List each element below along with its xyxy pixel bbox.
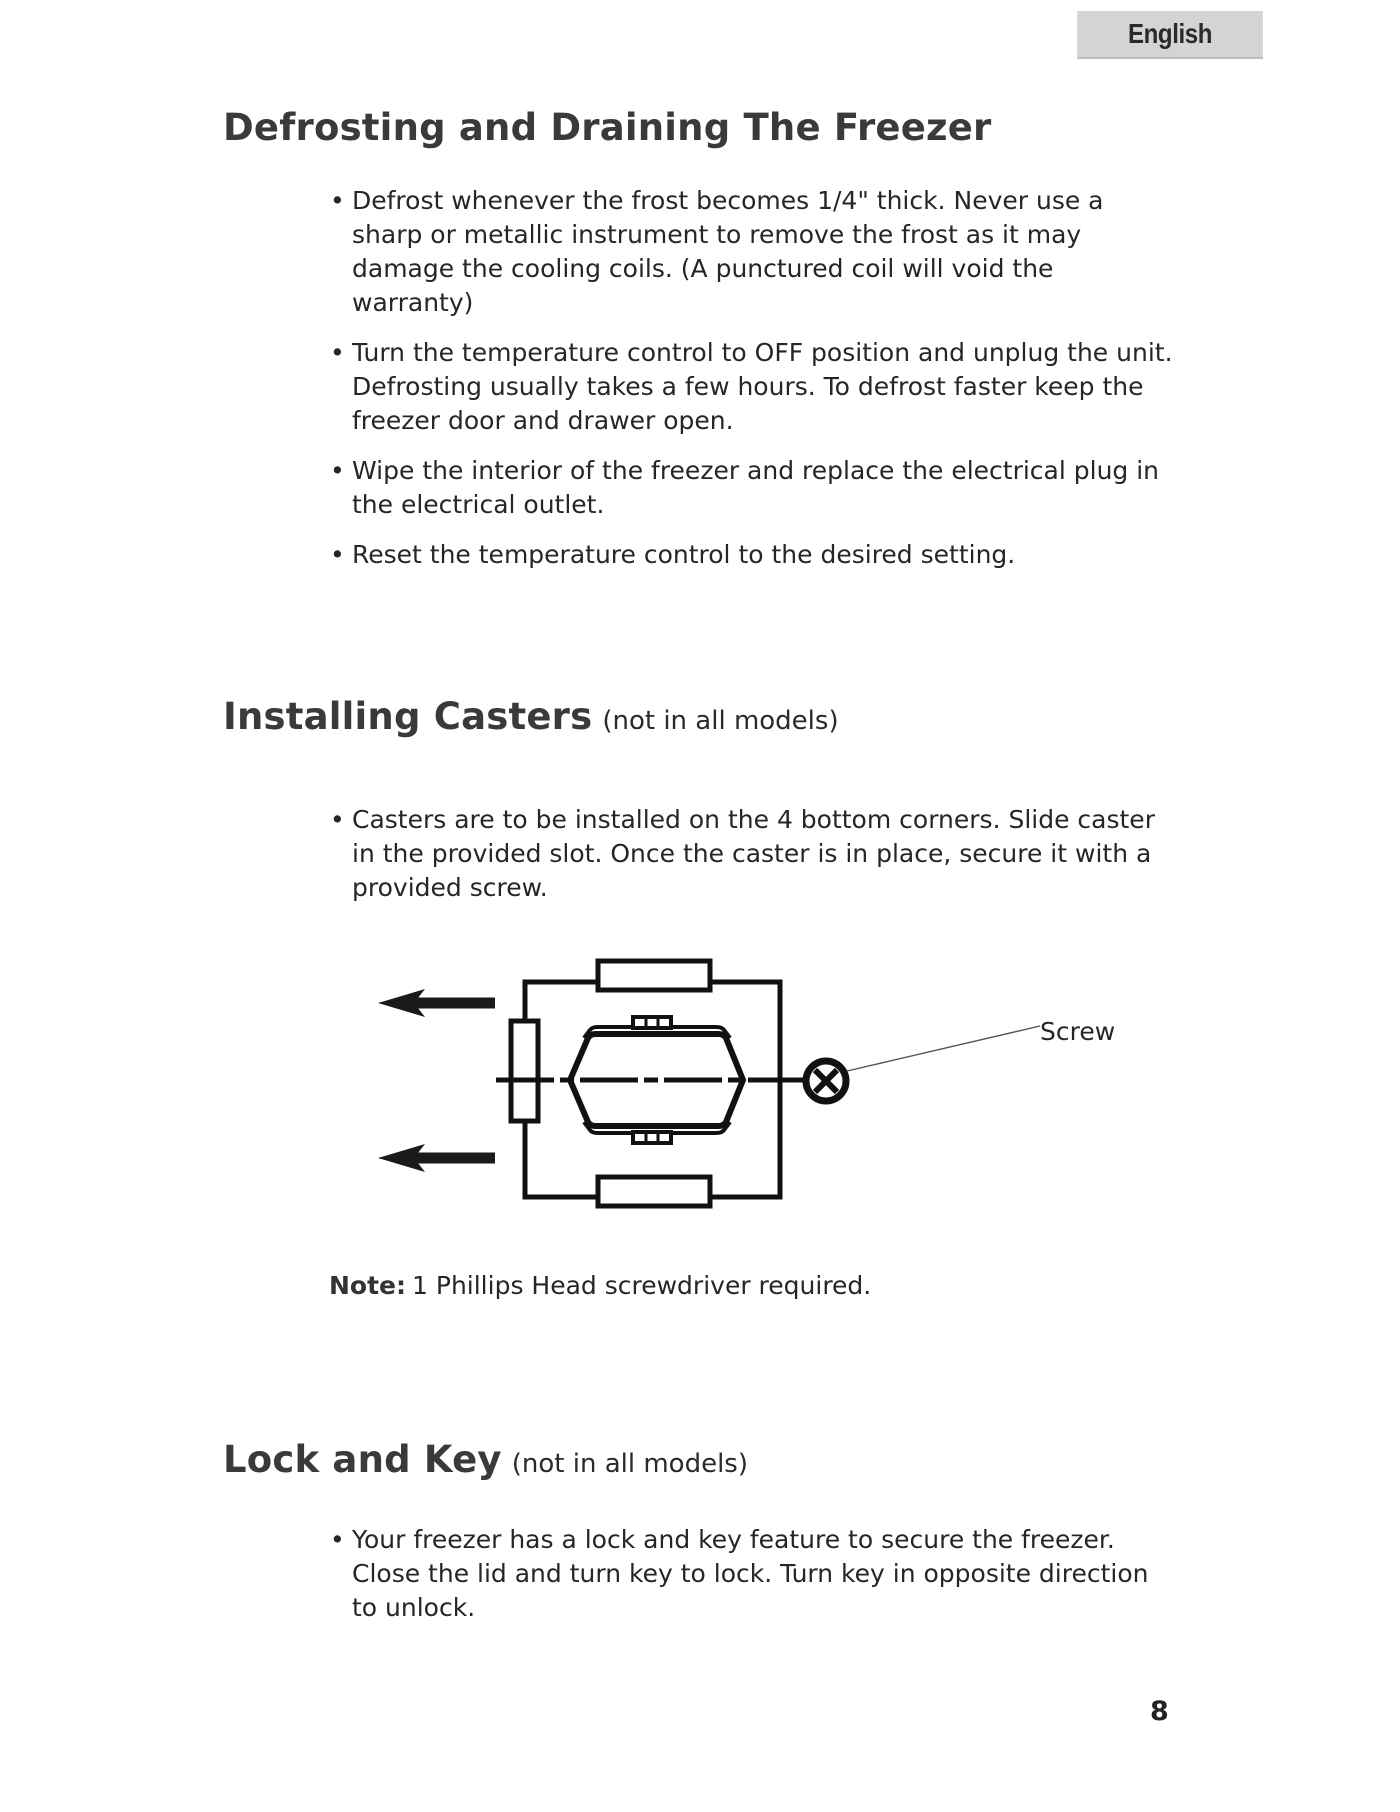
list-item: • Wipe the interior of the freezer and replace the electrical plug in the electrical outlet. [330, 454, 1180, 522]
screw-leader-line [847, 1026, 1040, 1071]
caster-side-bracket [511, 1021, 538, 1121]
screw-label: Screw [1040, 1017, 1116, 1046]
lock-bullet-list [330, 1523, 1180, 1641]
note [329, 1271, 871, 1300]
list-item: • Reset the temperature control to the desired setting. [330, 538, 1180, 572]
caster-bottom-plate [598, 1177, 710, 1206]
list-item: • Casters are to be installed on the 4 bottom corners. Slide caster in the provided slot. Once the caster is in place, secure it with a provided screw. [330, 803, 1180, 905]
defrost-heading [223, 106, 991, 149]
list-item: • Your freezer has a lock and key feature to secure the freezer. Close the lid and turn key to lock. Turn key in opposite direction to unlock. [330, 1523, 1180, 1625]
defrost-bullet-list [330, 184, 1180, 588]
caster-top-plate [598, 961, 710, 990]
lock-heading [223, 1438, 748, 1481]
language-tab[interactable]: English [1077, 11, 1263, 59]
casters-subtitle: (not in all models) [602, 706, 839, 736]
defrost-title: Defrosting and Draining The Freezer [223, 106, 992, 149]
lock-subtitle: (not in all models) [511, 1449, 748, 1479]
slide-direction-arrow [378, 1144, 495, 1172]
screw-icon [806, 1061, 846, 1101]
note-text: 1 Phillips Head screwdriver required. [412, 1271, 872, 1300]
casters-bullet-list [330, 803, 1180, 921]
note-label: Note: [329, 1271, 407, 1300]
list-item: • Defrost whenever the frost becomes 1/4" thick. Never use a sharp or metallic instrument to remove the frost as it may damage the cooling coils. (A punctured coil will void the warranty) [330, 184, 1180, 320]
casters-heading [223, 695, 839, 738]
list-item: • Turn the temperature control to OFF position and unplug the unit. Defrosting usually takes a few hours. To defrost faster keep the freezer door and drawer open. [330, 336, 1180, 438]
caster-diagram [370, 950, 1130, 1220]
casters-title: Installing Casters [223, 695, 593, 738]
lock-title: Lock and Key [223, 1438, 502, 1481]
page-number: 8 [1150, 1696, 1169, 1727]
slide-direction-arrow [378, 989, 495, 1017]
